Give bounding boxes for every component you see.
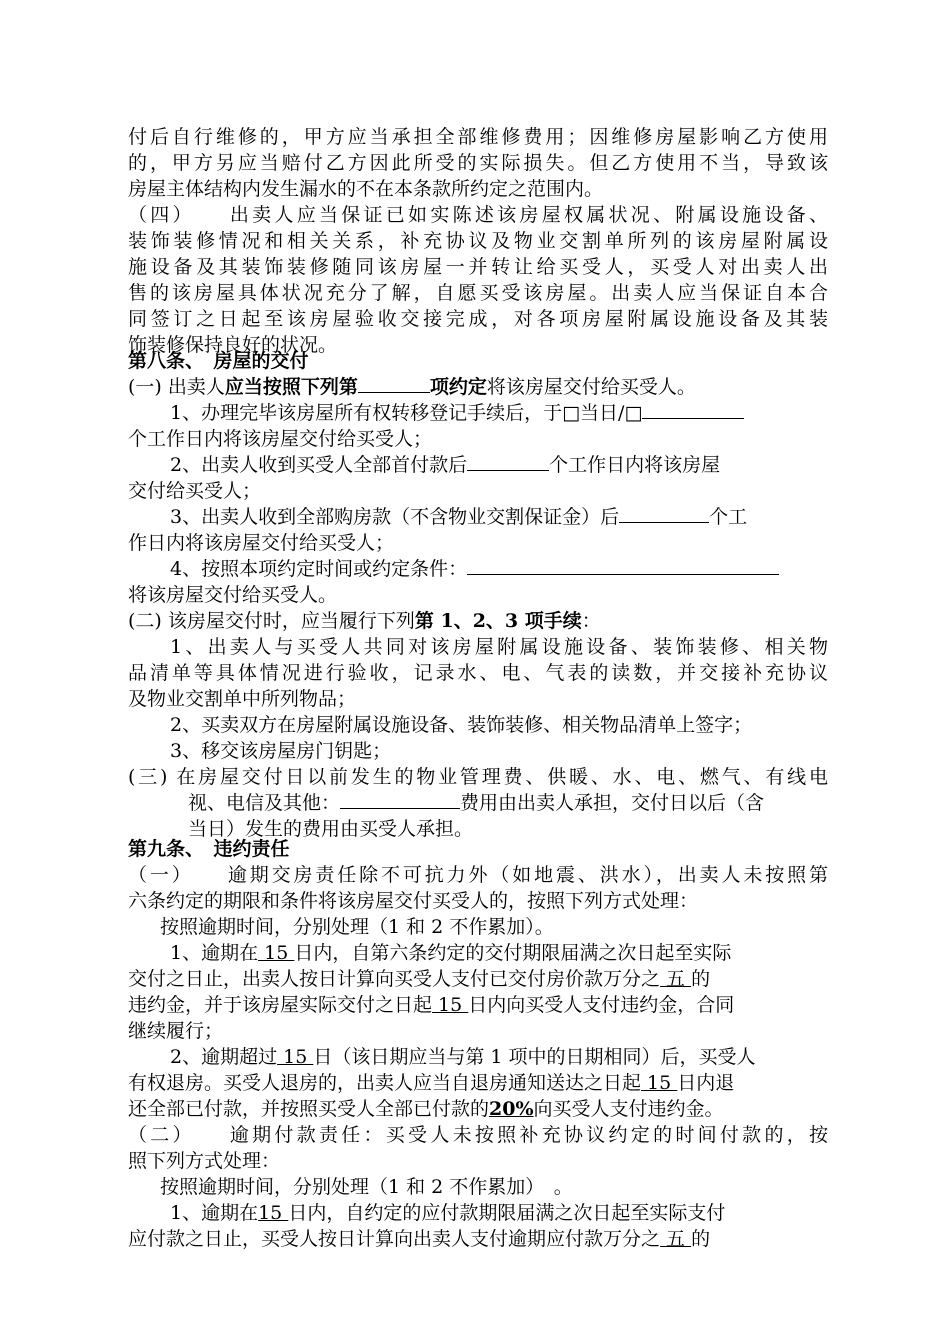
text-line: 六条约定的期限和条件将该房屋交付买受人的，按照下列方式处理： <box>128 890 699 912</box>
filled-value: 15 <box>277 1046 314 1068</box>
text-line: 饰装修保持良好的状况。 <box>128 334 338 356</box>
text: 日内，自第六条约定的交付期限届满之次日起至实际 <box>294 942 732 964</box>
text: 2、逾期超过 <box>170 1046 278 1068</box>
text-line: 装饰装修情况和相关关系，补充协议及物业交割单所列的该房屋附属设 <box>128 230 828 252</box>
text: 还全部已付款，并按照买受人全部已付款的 <box>128 1098 490 1120</box>
text-line: 照下列方式处理： <box>128 1150 281 1172</box>
filled-value: 15 <box>258 1202 289 1224</box>
text-line: 当日）发生的费用由买受人承担。 <box>188 818 474 840</box>
filled-value: 15 <box>641 1072 678 1094</box>
text: 3、出卖人收到全部购房款（不含物业交割保证金）后 <box>170 506 620 528</box>
art8-item-3-cont <box>188 790 828 816</box>
article-9-heading: 第九条、 违约责任 <box>128 838 290 860</box>
text-line: （二） 逾期付款责任：买受人未按照补充协议约定的时间付款的，按 <box>128 1124 828 1146</box>
filled-value: 五 <box>660 1228 692 1250</box>
text: 日内，自约定的应付款期限届满之次日起至实际支付 <box>288 1202 726 1224</box>
text: 费用由出卖人承担，交付日以后（含 <box>460 792 765 814</box>
text-line: 施设备及其装饰装修随同该房屋一并转让给买受人，买受人对出卖人出 <box>128 256 828 278</box>
text: 的 <box>691 968 711 990</box>
filled-value: 五 <box>660 968 692 990</box>
text: 4、按照本项约定时间或约定条件： <box>170 558 468 580</box>
text: 向买受人支付违约金。 <box>533 1098 724 1120</box>
text-line: 房屋主体结构内发生漏水的不在本条款所约定之范围内。 <box>128 178 604 200</box>
art8-option-1 <box>170 400 830 426</box>
text: 1、逾期在 <box>170 1202 259 1224</box>
blank-line <box>467 556 779 575</box>
text-line: 将该房屋交付给买受人。 <box>128 584 338 606</box>
art8-option-4 <box>170 556 830 582</box>
text-line: 2、买卖双方在房屋附属设施设备、装饰装修、相关物品清单上签字； <box>170 714 753 736</box>
text: 1、办理完毕该房屋所有权转移登记手续后，于□当日/□ <box>170 402 643 424</box>
blank-line <box>642 400 744 419</box>
text-line: 售的该房屋具体状况充分了解，自愿买受该房屋。出卖人应当保证自本合 <box>128 282 828 304</box>
text: 个工作日内将该房屋 <box>549 454 721 476</box>
text-line: 按照逾期时间，分别处理（1 和 2 不作累加） 。 <box>160 1176 573 1198</box>
text-line: 的，甲方另应当赔付乙方因此所受的实际损失。但乙方使用不当，导致该 <box>128 152 828 174</box>
text: (一) 出卖人 <box>128 376 225 398</box>
text-line: 按照逾期时间，分别处理（1 和 2 不作累加）。 <box>160 916 554 938</box>
blank-line <box>340 790 460 809</box>
art8-item-2 <box>128 608 828 634</box>
text: 个工 <box>709 506 748 528</box>
art8-item-3: (三) 在房屋交付日以前发生的物业管理费、供暖、水、电、燃气、有线电 <box>128 766 828 788</box>
text-line <box>128 1096 828 1122</box>
article-8-heading: 第八条、 房屋的交付 <box>128 350 309 372</box>
text: 日内向买受人支付违约金，合同 <box>468 994 735 1016</box>
blank-line <box>619 504 709 523</box>
text-line: 个工作日内将该房屋交付给买受人； <box>128 428 433 450</box>
filled-value: 20% <box>489 1098 534 1120</box>
blank-line <box>358 374 430 393</box>
text-bold: 第 1、2、3 项手续 <box>414 610 582 632</box>
text: 应付款之日止，买受人按日计算向出卖人支付逾期应付款万分之 <box>128 1228 661 1250</box>
text: 1、逾期在 <box>170 942 259 964</box>
filled-value: 15 <box>432 994 469 1016</box>
art8-item-1 <box>128 374 828 400</box>
text: 违约金，并于该房屋实际交付之日起 <box>128 994 433 1016</box>
text-bold: 项约定 <box>429 376 487 398</box>
text-line <box>128 1226 828 1252</box>
text-line: 交付给买受人； <box>128 480 262 502</box>
text-line: 品清单等具体情况进行验收，记录水、电、气表的读数，并交接补充协议 <box>128 662 828 684</box>
blank-line <box>467 452 549 471</box>
text-line: 继续履行； <box>128 1020 224 1042</box>
art8-option-3 <box>170 504 830 530</box>
text: 日内退 <box>677 1072 735 1094</box>
art9-s2-item-1 <box>170 1200 830 1226</box>
text: 日（该日期应当与第 1 项中的日期相同）后，买受人 <box>313 1046 756 1068</box>
text: 视、电信及其他： <box>188 792 341 814</box>
text-line: 1、出卖人与买受人共同对该房屋附属设施设备、装饰装修、相关物 <box>170 636 828 658</box>
text-bold: 应当按照下列第 <box>224 376 358 398</box>
text-line: 付后自行维修的，甲方应当承担全部维修费用；因维修房屋影响乙方使用 <box>128 126 828 148</box>
art9-s1-item-2 <box>170 1044 830 1070</box>
text-line: （一） 逾期交房责任除不可抗力外（如地震、洪水），出卖人未按照第 <box>128 864 828 886</box>
text-line: 同签订之日起至该房屋验收交接完成，对各项房屋附属设施设备及其装 <box>128 308 828 330</box>
text: (二) 该房屋交付时，应当履行下列 <box>128 610 415 632</box>
text-line: 及物业交割单中所列物品； <box>128 688 357 710</box>
filled-value: 15 <box>258 942 295 964</box>
text-line <box>128 992 828 1018</box>
text-line: 作日内将该房屋交付给买受人； <box>128 532 395 554</box>
text: 交付之日止，出卖人按日计算向买受人支付已交付房价款万分之 <box>128 968 661 990</box>
text: 2、出卖人收到买受人全部首付款后 <box>170 454 468 476</box>
art9-s1-item-1 <box>170 940 830 966</box>
text: ： <box>581 610 601 632</box>
text: 有权退房。买受人退房的，出卖人应当自退房通知送达之日起 <box>128 1072 642 1094</box>
text-line: （四） 出卖人应当保证已如实陈述该房屋权属状况、附属设施设备、 <box>128 204 828 226</box>
text-line <box>128 1070 828 1096</box>
text-line: 3、移交该房屋房门钥匙； <box>170 740 392 762</box>
text: 将该房屋交付给买受人。 <box>486 376 696 398</box>
text: 的 <box>691 1228 711 1250</box>
text-line <box>128 966 828 992</box>
art8-option-2 <box>170 452 830 478</box>
